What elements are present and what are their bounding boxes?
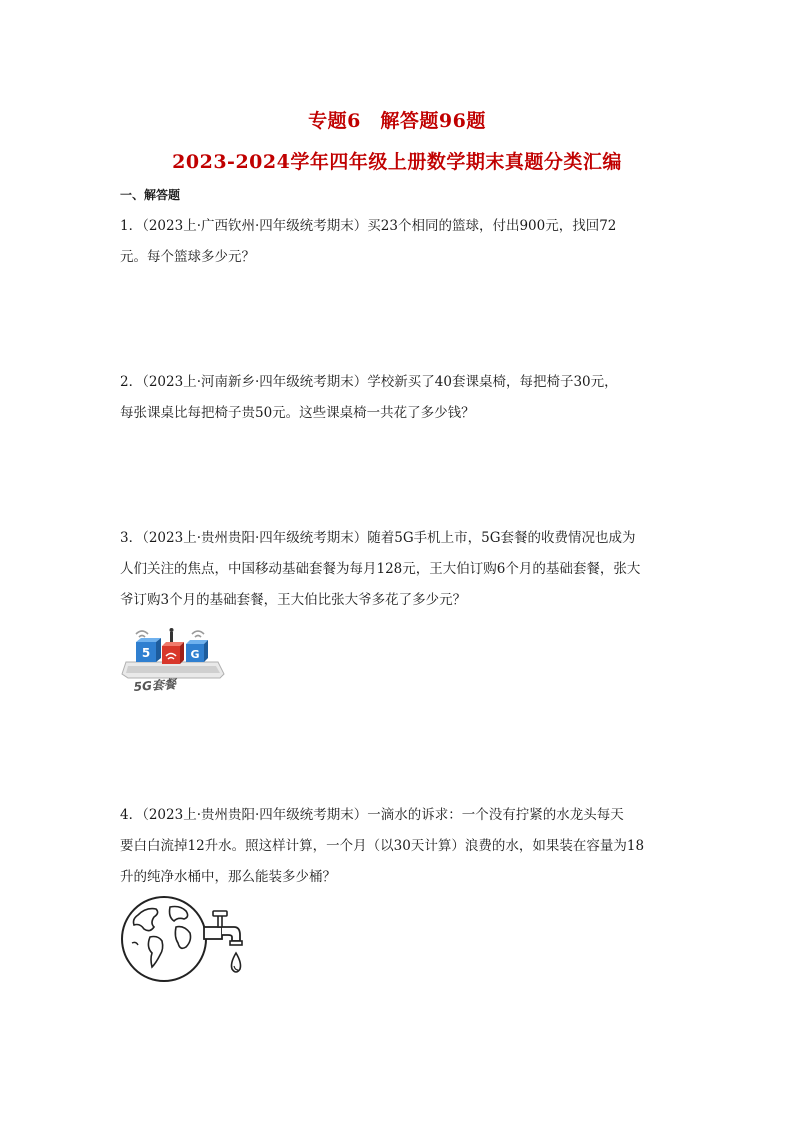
question-3: [120, 523, 680, 616]
question-line: 每张课桌比每把椅子贵50元。这些课桌椅一共花了多少钱？: [120, 405, 475, 421]
question-line: 1．（2023上·广西钦州·四年级统考期末）买23个相同的篮球，付出900元，找回72: [120, 218, 617, 234]
5g-package-image: [120, 620, 226, 694]
page-subtitle: 2023-2024学年四年级上册数学期末真题分类汇编: [172, 151, 622, 173]
question-line: 爷订购3个月的基础套餐，王大伯比张大爷多花了多少元？: [120, 592, 467, 608]
question-line: 元。每个篮球多少元？: [120, 249, 255, 265]
svg-text:G: G: [190, 648, 200, 661]
earth-faucet-image: [120, 893, 252, 985]
svg-text:5: 5: [141, 646, 151, 660]
page-title: 专题6 解答题96题: [308, 110, 486, 132]
5g-caption: 5G套餐: [133, 677, 177, 694]
question-1: [120, 211, 680, 273]
question-line: 升的纯净水桶中，那么能装多少桶？: [120, 869, 336, 885]
question-line: 人们关注的焦点，中国移动基础套餐为每月128元，王大伯订购6个月的基础套餐，张大: [120, 561, 641, 577]
question-2: [120, 367, 680, 429]
question-line: 3．（2023上·贵州贵阳·四年级统考期末）随着5G手机上市，5G套餐的收费情况也成为: [120, 530, 636, 546]
section-heading: 一、解答题: [120, 188, 181, 202]
question-4: [120, 800, 680, 893]
question-line: 要白白流掉12升水。照这样计算，一个月（以30天计算）浪费的水，如果装在容量为18: [120, 838, 645, 854]
question-line: 4．（2023上·贵州贵阳·四年级统考期末）一滴水的诉求：一个没有拧紧的水龙头每天: [120, 807, 624, 823]
question-line: 2．（2023上·河南新乡·四年级统考期末）学校新买了40套课桌椅，每把椅子30元，: [120, 374, 618, 390]
